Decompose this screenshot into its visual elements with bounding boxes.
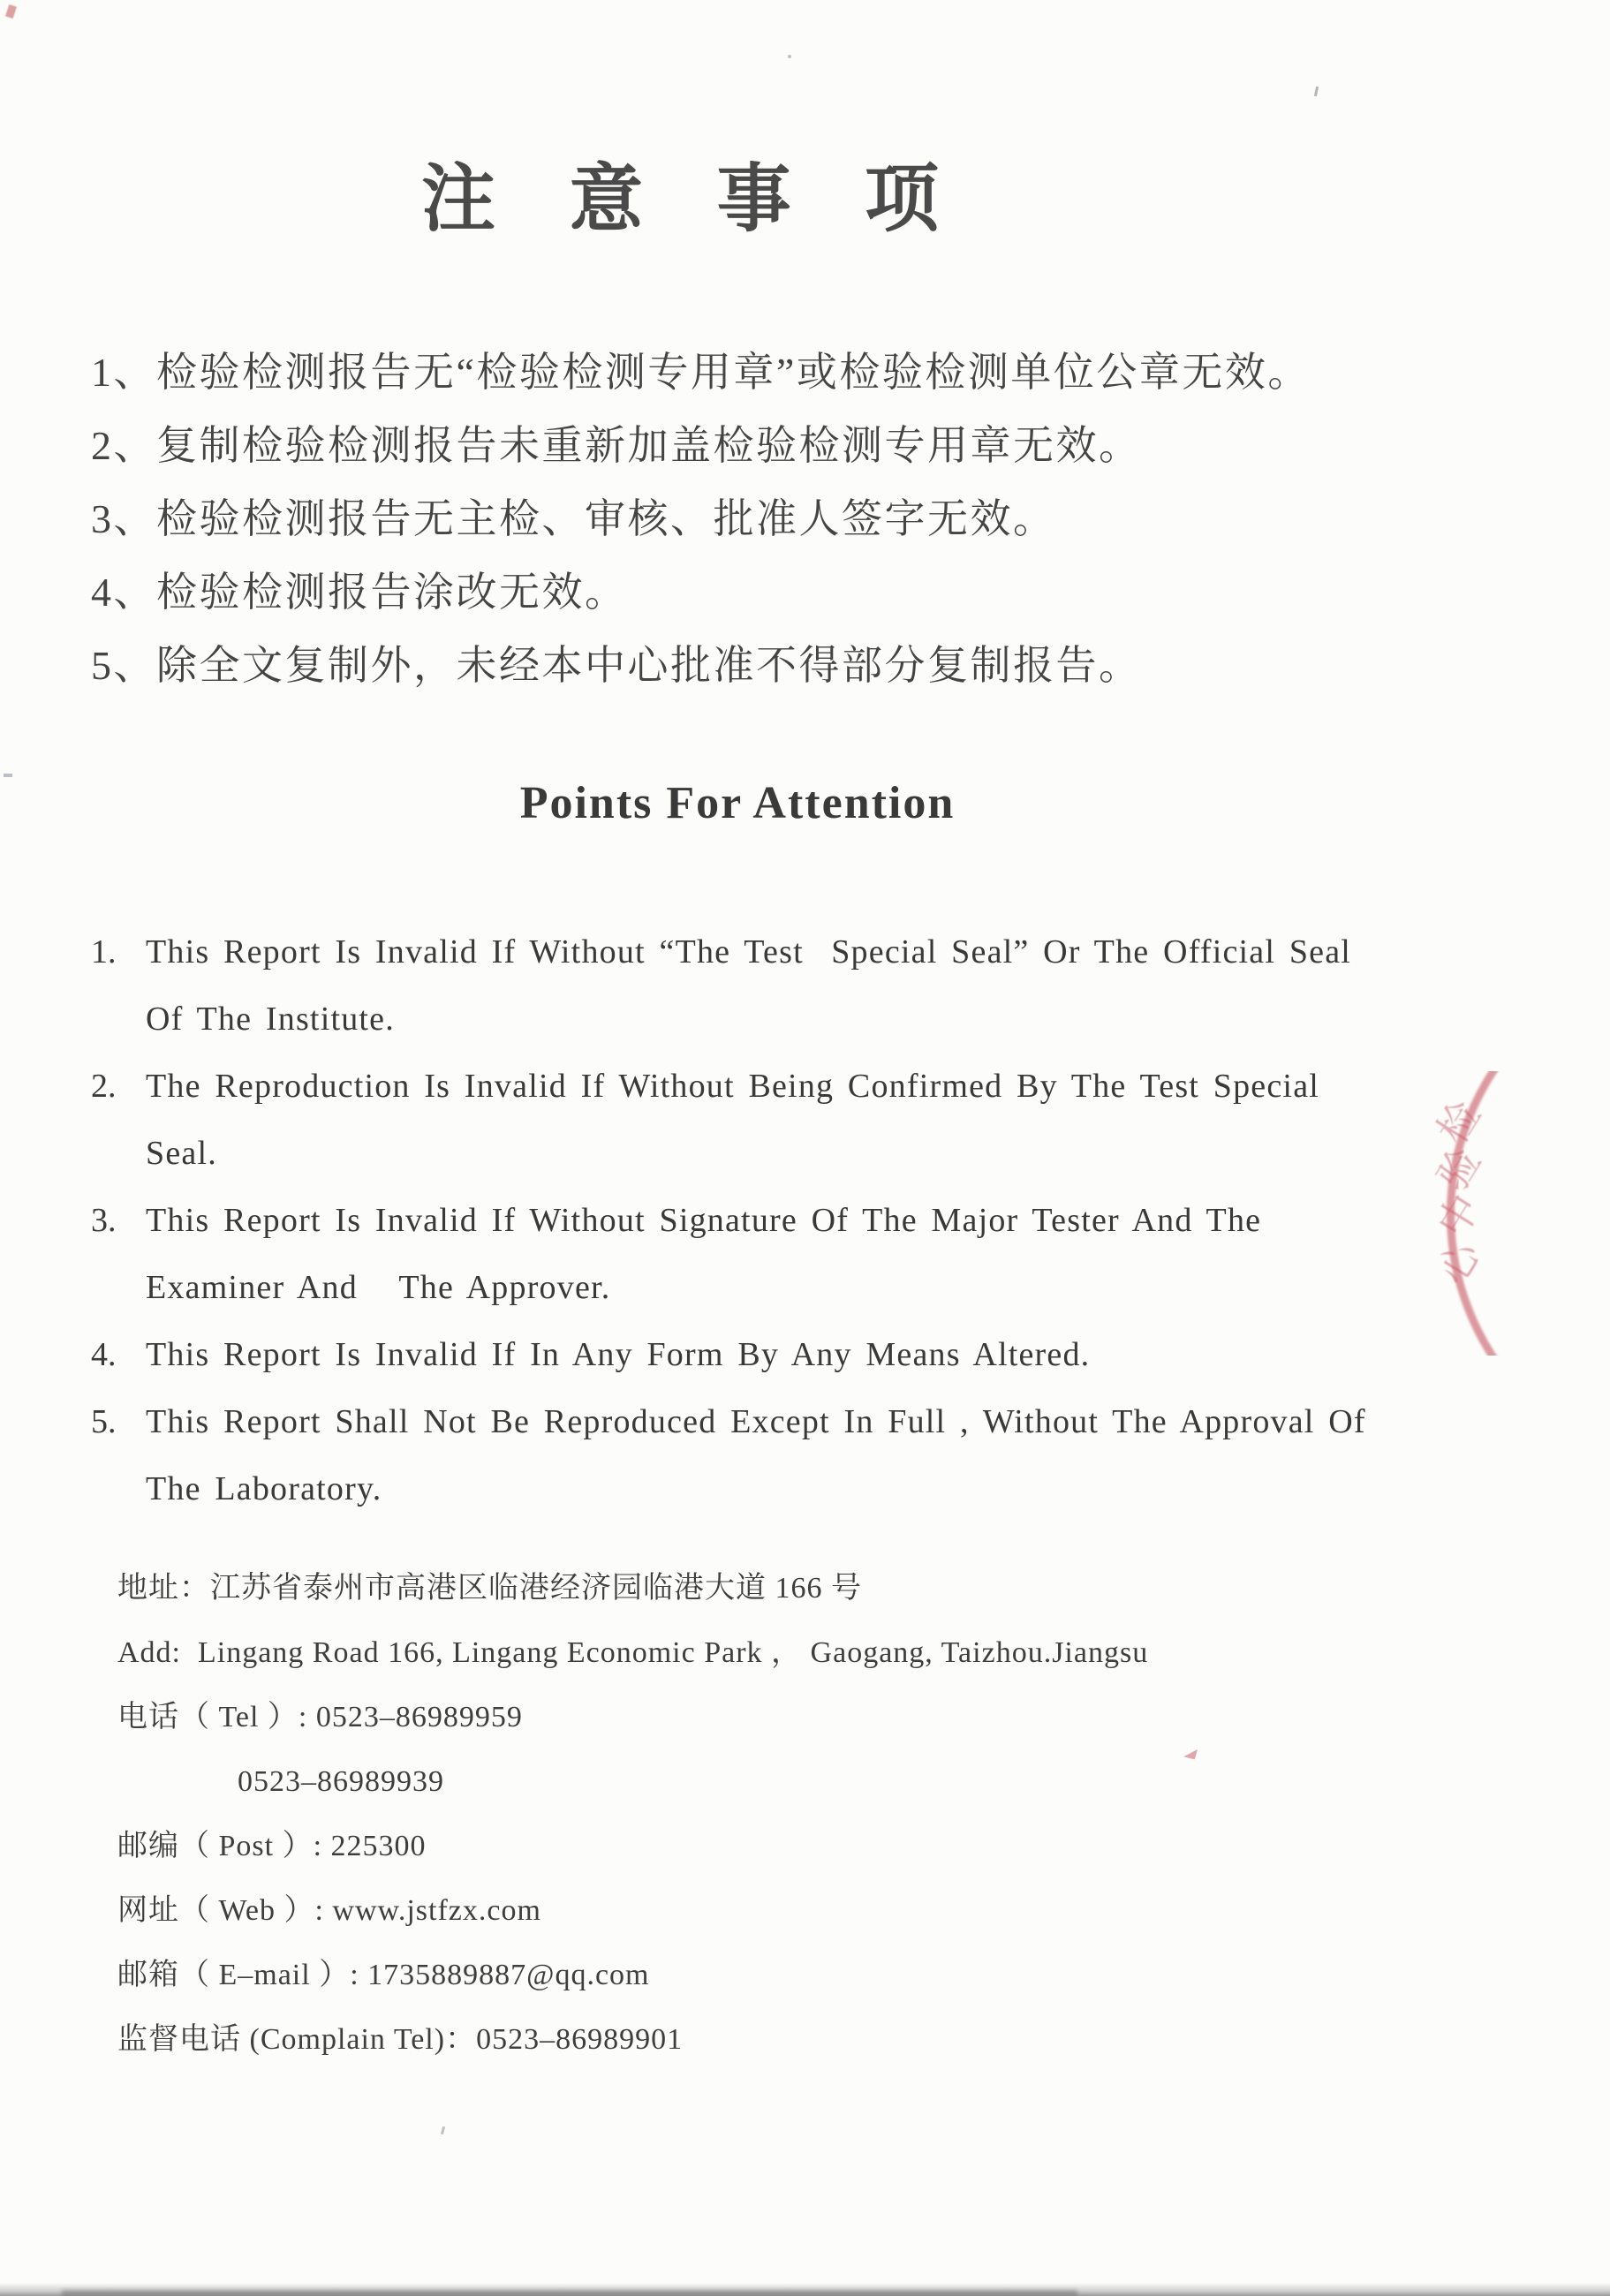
contact-email: 邮箱（ E–mail ）: 1735889887@qq.com: [117, 1959, 650, 1991]
note-cn-5: 5、除全文复制外，未经本中心批准不得部分复制报告。: [91, 643, 1142, 688]
note-line: The Laboratory.: [146, 1470, 382, 1507]
note-line: This Report Is Invalid If Without “The Test Special Seal” Or The Official Seal: [146, 933, 1352, 971]
note-cn-4: 4、检验检测报告涂改无效。: [91, 570, 628, 615]
contact-tel-1: 电话（ Tel ）: 0523–86989959: [117, 1701, 523, 1733]
contact-post: 邮编（ Post ）: 225300: [117, 1830, 427, 1862]
contact-web: 网址（ Web ）: www.jstfzx.com: [117, 1894, 541, 1927]
note-cn-3: 3、检验检测报告无主检、审核、批准人签字无效。: [91, 496, 1056, 541]
note-line: This Report Is Invalid If Without Signature Of The Major Tester And The: [146, 1202, 1262, 1239]
scan-speck: [1314, 87, 1319, 96]
contact-block: [117, 1556, 1460, 2072]
notes-list-chinese: [91, 336, 1504, 702]
scan-speck: [788, 55, 791, 58]
contact-address-cn: 地址：江苏省泰州市高港区临港经济园临港大道 166 号: [117, 1572, 862, 1605]
note-number: 5.: [91, 1403, 117, 1440]
contact-tel-2: 0523–86989939: [238, 1765, 444, 1798]
scan-speck: [5, 4, 17, 19]
seal-char: 心: [1428, 1233, 1489, 1292]
notes-list-english: [91, 918, 1575, 1522]
scan-speck: [4, 774, 12, 777]
scan-speck: [441, 2126, 445, 2134]
seal-char: 验: [1428, 1139, 1489, 1198]
note-number: 2.: [91, 1068, 117, 1105]
seal-char: 中: [1428, 1186, 1489, 1245]
note-number: 4.: [91, 1336, 117, 1373]
note-en-3: [91, 1187, 1575, 1321]
note-en-4: [91, 1321, 1575, 1388]
note-line: Of The Institute.: [146, 1001, 395, 1038]
seal-char: 检: [1428, 1092, 1489, 1152]
page-title-chinese: 注 意 事 项: [420, 157, 948, 240]
page-bottom-shadow: [0, 2283, 1610, 2296]
page-title-english: Points For Attention: [519, 778, 956, 828]
note-cn-2: 2、复制检验检测报告未重新加盖检验检测专用章无效。: [91, 423, 1142, 468]
note-line: This Report Is Invalid If In Any Form By Any Means Altered.: [146, 1336, 1091, 1373]
contact-complain-tel: 监督电话 (Complain Tel)：0523–86989901: [117, 2023, 684, 2056]
note-en-5: [91, 1388, 1575, 1522]
note-en-2: [91, 1053, 1575, 1187]
note-number: 3.: [91, 1202, 117, 1239]
note-line: Examiner And The Approver.: [146, 1269, 611, 1306]
contact-address-en: Add: Lingang Road 166, Lingang Economic Park ， Gaogang, Taizhou.Jiangsu: [117, 1636, 1149, 1669]
note-line: Seal.: [146, 1135, 217, 1172]
note-en-1: [91, 918, 1575, 1053]
note-cn-1: 1、检验检测报告无“检验检测专用章”或检验检测单位公章无效。: [91, 350, 1311, 395]
note-line: This Report Shall Not Be Reproduced Except In Full , Without The Approval Of: [146, 1403, 1366, 1440]
note-number: 1.: [91, 933, 117, 971]
note-line: The Reproduction Is Invalid If Without Being Confirmed By The Test Special: [146, 1068, 1320, 1105]
